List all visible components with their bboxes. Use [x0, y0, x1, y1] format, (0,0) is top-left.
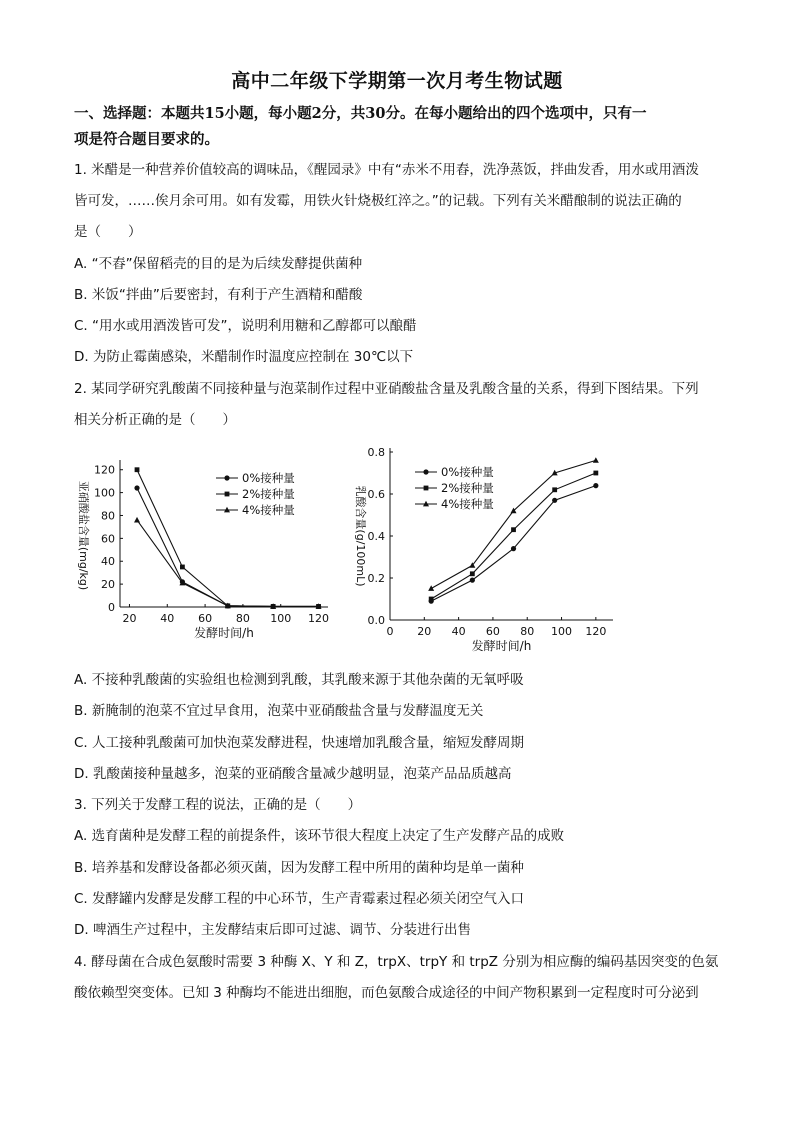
q1-stem-line-3: 是（ ） [74, 224, 142, 240]
y-tick-label: 0.8 [367, 446, 385, 459]
data-point [593, 471, 598, 476]
x-tick-label: 80 [520, 625, 535, 638]
legend-label: 0%接种量 [242, 471, 295, 485]
legend-marker [424, 486, 429, 491]
x-tick-label: 20 [122, 612, 137, 625]
q4-stem-line-2: 酸依赖型突变体。已知 3 种酶均不能进出细胞，而色氨酸合成途径的中间产物积累到一定程度时可分泌到 [74, 985, 699, 1001]
data-point [470, 578, 475, 583]
y-tick-label: 120 [94, 463, 115, 477]
q2-option-a: A. 不接种乳酸菌的实验组也检测到乳酸，其乳酸来源于其他杂菌的无氧呼吸 [74, 672, 524, 688]
q1-stem-line-1: 1. 米醋是一种营养价值较高的调味品，《醒园录》中有“赤米不用舂，洗净蒸饭，拌曲发香，用水或用酒泼 [74, 162, 699, 178]
x-tick-label: 100 [270, 612, 292, 625]
y-tick-label: 0 [108, 601, 115, 614]
legend-marker [224, 475, 229, 480]
legend-label: 2%接种量 [242, 487, 295, 501]
lactic-acid-chart [345, 440, 625, 660]
q1-option-c: C. “用水或用酒泼皆可发”，说明利用糖和乙醇都可以酿醋 [74, 318, 417, 334]
y-axis-label: 乳酸含量(g/100mL) [354, 485, 367, 587]
x-tick-label: 60 [485, 625, 500, 638]
data-point [552, 498, 557, 503]
section-heading-line-1: 一、选择题：本题共15小题，每小题2分，共30分。在每小题给出的四个选项中，只有一 [74, 105, 647, 122]
legend-marker [225, 492, 230, 497]
y-tick-label: 60 [101, 532, 115, 546]
q3-option-c: C. 发酵罐内发酵是发酵工程的中心环节，生产青霉素过程必须关闭空气入口 [74, 891, 525, 907]
data-point [135, 467, 140, 472]
q3-stem: 3. 下列关于发酵工程的说法，正确的是（ ） [74, 797, 362, 813]
x-tick-label: 20 [417, 625, 432, 638]
x-tick-label: 80 [235, 612, 250, 625]
data-point [134, 485, 139, 490]
legend-label: 2%接种量 [441, 481, 494, 495]
y-tick-label: 100 [94, 486, 115, 500]
q1-option-d: D. 为防止霉菌感染，米醋制作时温度应控制在 30℃以下 [74, 349, 414, 365]
data-point [593, 483, 598, 488]
x-tick-label: 120 [308, 612, 330, 625]
data-point [428, 585, 434, 591]
legend-label: 4%接种量 [441, 497, 494, 511]
q2-stem-line-2: 相关分析正确的是（ ） [74, 412, 236, 428]
x-tick-label: 0 [386, 625, 394, 638]
y-tick-label: 0.4 [367, 530, 385, 543]
x-axis-label: 发酵时间/h [194, 626, 254, 640]
legend-marker [423, 469, 428, 474]
data-point [429, 597, 434, 602]
x-tick-label: 100 [551, 625, 573, 638]
series-line [431, 460, 596, 588]
data-point [134, 517, 140, 523]
y-axis-label: 亚硝酸盐含量(mg/kg) [77, 480, 90, 591]
nitrite-chart [70, 450, 345, 660]
q1-stem-line-2: 皆可发，……俟月余可用。如有发霉，用铁火针烧极红淬之。”的记载。下列有关米醋酿制的说法正确的 [74, 193, 682, 209]
legend-label: 0%接种量 [441, 465, 494, 479]
q3-option-b: B. 培养基和发酵设备都必须灭菌，因为发酵工程中所用的菌种均是单一菌种 [74, 860, 524, 876]
data-point [511, 546, 516, 551]
section-heading-line-2: 项是符合题目要求的。 [74, 131, 219, 148]
data-point [552, 487, 557, 492]
q2-option-c: C. 人工接种乳酸菌可加快泡菜发酵进程，快速增加乳酸含量，缩短发酵周期 [74, 735, 525, 751]
data-point [470, 571, 475, 576]
x-tick-label: 120 [585, 625, 607, 638]
q3-option-d: D. 啤酒生产过程中，主发酵结束后即可过滤、调节、分装进行出售 [74, 922, 471, 938]
y-tick-label: 80 [101, 509, 115, 523]
y-tick-label: 20 [101, 578, 115, 592]
q2-option-b: B. 新腌制的泡菜不宜过早食用，泡菜中亚硝酸盐含量与发酵温度无关 [74, 703, 484, 719]
x-tick-label: 40 [451, 625, 466, 638]
q2-stem-line-1: 2. 某同学研究乳酸菌不同接种量与泡菜制作过程中亚硝酸盐含量及乳酸含量的关系，得到下图结果。下列 [74, 381, 699, 397]
q1-option-a: A. “不舂”保留稻壳的目的是为后续发酵提供菌种 [74, 256, 363, 272]
y-tick-label: 0.2 [367, 572, 385, 585]
data-point [180, 565, 185, 570]
q2-option-d: D. 乳酸菌接种量越多，泡菜的亚硝酸含量减少越明显，泡菜产品品质越高 [74, 766, 512, 782]
x-axis-label: 发酵时间/h [471, 639, 532, 653]
q3-option-a: A. 选育菌种是发酵工程的前提条件，该环节很大程度上决定了生产发酵产品的成败 [74, 828, 565, 844]
legend-label: 4%接种量 [242, 503, 295, 517]
data-point [511, 527, 516, 532]
x-tick-label: 60 [198, 612, 213, 625]
x-tick-label: 40 [160, 612, 175, 625]
y-tick-label: 0.0 [367, 614, 385, 627]
y-tick-label: 0.6 [367, 488, 385, 501]
q1-option-b: B. 米饭“拌曲”后要密封，有利于产生酒精和醋酸 [74, 287, 363, 303]
q4-stem-line-1: 4. 酵母菌在合成色氨酸时需要 3 种酶 X、Y 和 Z，trpX、trpY 和 trpZ 分别为相应酶的编码基因突变的色氨 [74, 954, 719, 970]
page-title: 高中二年级下学期第一次月考生物试题 [231, 70, 563, 92]
y-tick-label: 40 [101, 555, 115, 569]
series-line [137, 520, 319, 606]
data-point [593, 457, 599, 463]
